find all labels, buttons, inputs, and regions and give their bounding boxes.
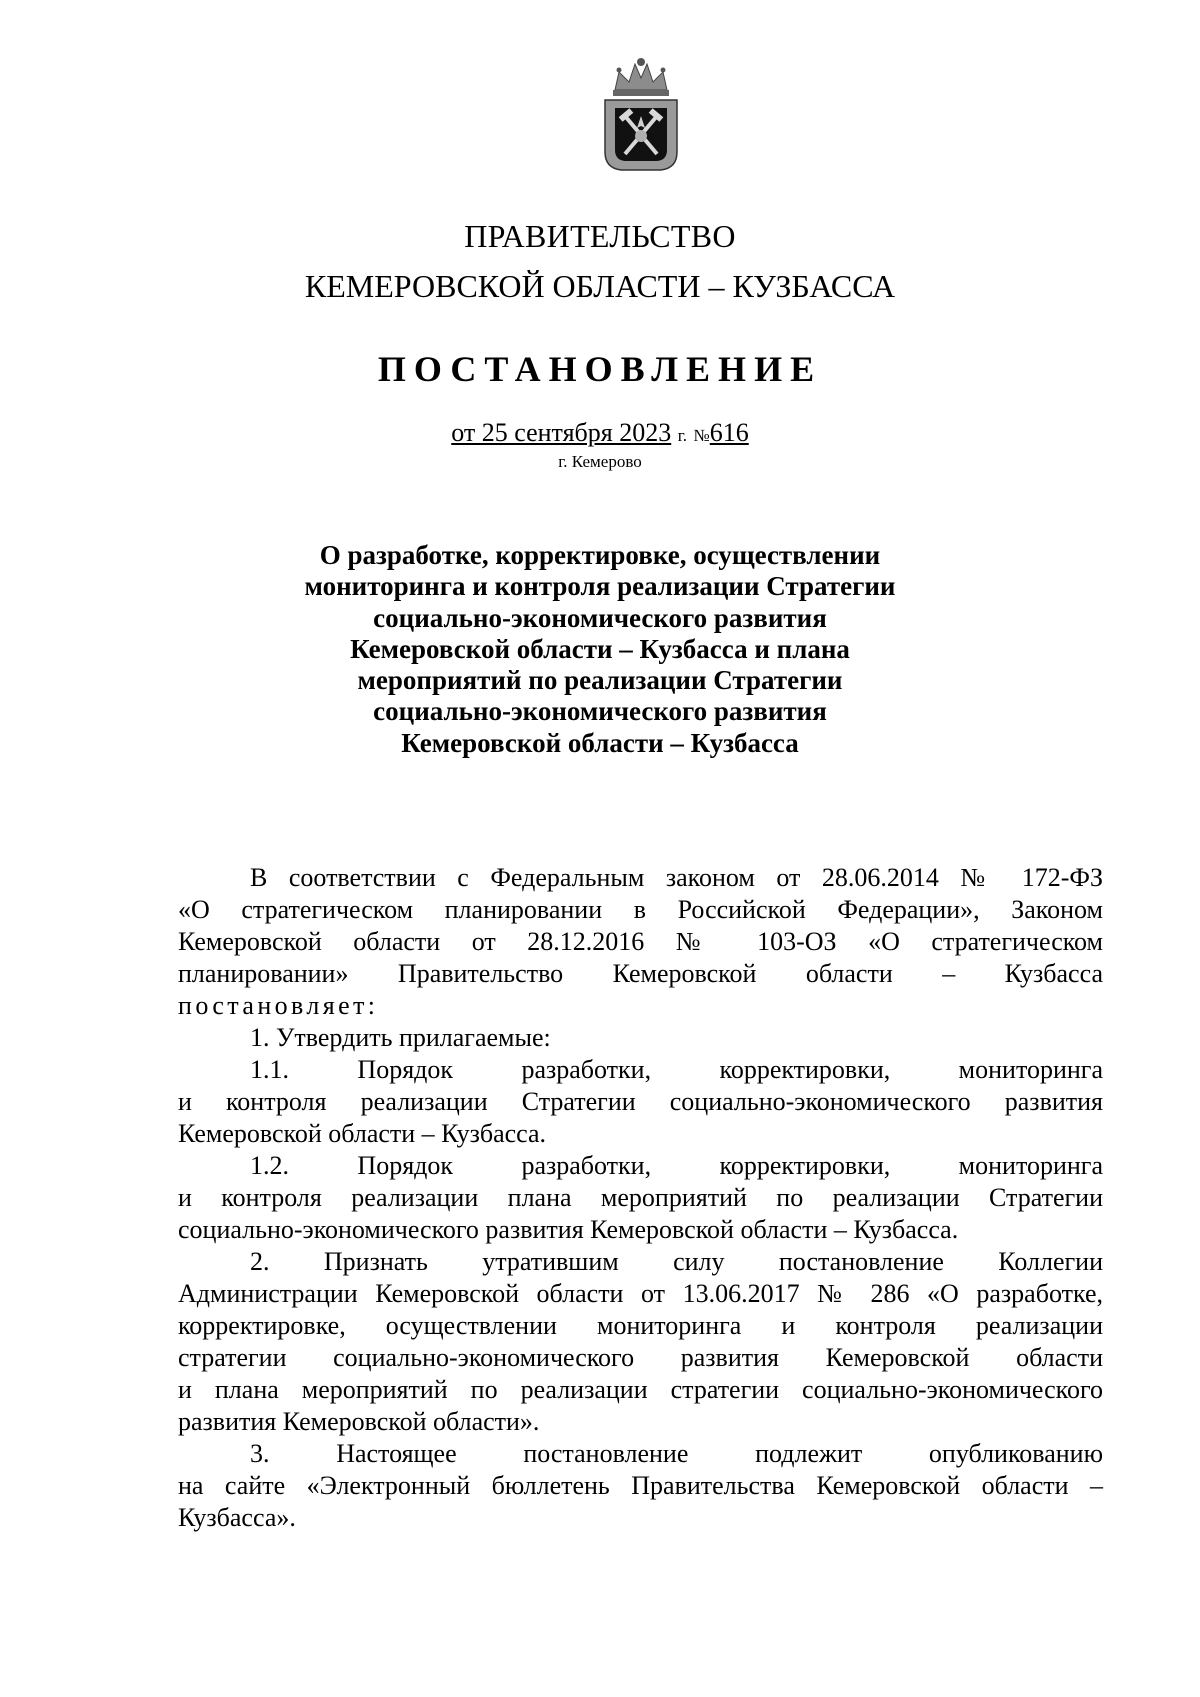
body-line: 1.1. Порядок разработки, корректировки, мониторинга bbox=[250, 1055, 1103, 1084]
title-line: О разработке, корректировке, осуществлении bbox=[319, 540, 881, 570]
body-line: Кемеровской области от 28.12.2016 № 103-ОЗ «О стратегическом bbox=[178, 927, 1103, 956]
body-line: Администрации Кемеровской области от 13.06.2017 № 286 «О разработке, bbox=[178, 1279, 1103, 1308]
body-line: Кемеровской области – Кузбасса. bbox=[178, 1119, 547, 1148]
government-name-line-1: ПРАВИТЕЛЬСТВО bbox=[464, 218, 736, 254]
body-line: и плана мероприятий по реализации стратегии социально-экономического bbox=[178, 1375, 1103, 1404]
date-year-suffix: г. bbox=[677, 426, 688, 445]
body-line: стратегии социально-экономического развития Кемеровской области bbox=[178, 1343, 1103, 1372]
body-line: развития Кемеровской области». bbox=[178, 1407, 540, 1436]
body-line: В соответствии с Федеральным законом от 28.06.2014 № 172-ФЗ bbox=[250, 863, 1103, 892]
document-city: г. Кемерово bbox=[558, 452, 642, 471]
document-number: 616 bbox=[709, 418, 749, 447]
title-line: социально-экономического развития bbox=[373, 696, 827, 727]
government-name-line-2: КЕМЕРОВСКОЙ ОБЛАСТИ – КУЗБАССА bbox=[304, 268, 896, 304]
title-line: Кемеровской области – Кузбасса и плана bbox=[350, 633, 850, 664]
coat-of-arms-emblem bbox=[601, 56, 681, 174]
document-body bbox=[178, 862, 1103, 1534]
title-line: социально-экономического развития bbox=[373, 602, 827, 633]
body-line: корректировке, осуществлении мониторинга и контроля реализации bbox=[178, 1311, 1103, 1340]
body-line: и контроля реализации Стратегии социально-экономического развития bbox=[178, 1087, 1103, 1116]
document-title bbox=[0, 540, 1200, 759]
body-line: и контроля реализации плана мероприятий по реализации Стратегии bbox=[178, 1183, 1103, 1212]
body-line: «О стратегическом планировании в Российской Федерации», Законом bbox=[178, 895, 1103, 924]
body-line: 3. Настоящее постановление подлежит опубликованию bbox=[250, 1439, 1103, 1468]
body-line: социально-экономического развития Кемеровской области – Кузбасса. bbox=[178, 1215, 959, 1244]
title-line: Кемеровской области – Кузбасса bbox=[401, 727, 799, 758]
body-line-resolves: постановляет: bbox=[178, 991, 379, 1020]
body-line: 1.2. Порядок разработки, корректировки, мониторинга bbox=[250, 1151, 1103, 1180]
document-date-number bbox=[0, 418, 1200, 448]
body-line: на сайте «Электронный бюллетень Правительства Кемеровской области – bbox=[178, 1471, 1103, 1500]
body-line: Кузбасса». bbox=[178, 1503, 296, 1532]
title-line: мероприятий по реализации Стратегии bbox=[357, 665, 843, 696]
body-line: 1. Утвердить прилагаемые: bbox=[250, 1023, 551, 1052]
body-line: планировании» Правительство Кемеровской области – Кузбасса bbox=[178, 959, 1103, 988]
number-sign: № bbox=[693, 426, 710, 445]
document-type-heading: ПОСТАНОВЛЕНИЕ bbox=[377, 349, 823, 389]
title-line: мониторинга и контроля реализации Стратегии bbox=[304, 571, 896, 602]
body-line: 2. Признать утратившим силу постановление Коллегии bbox=[250, 1247, 1103, 1276]
document-date: от 25 сентября 2023 bbox=[451, 418, 672, 447]
